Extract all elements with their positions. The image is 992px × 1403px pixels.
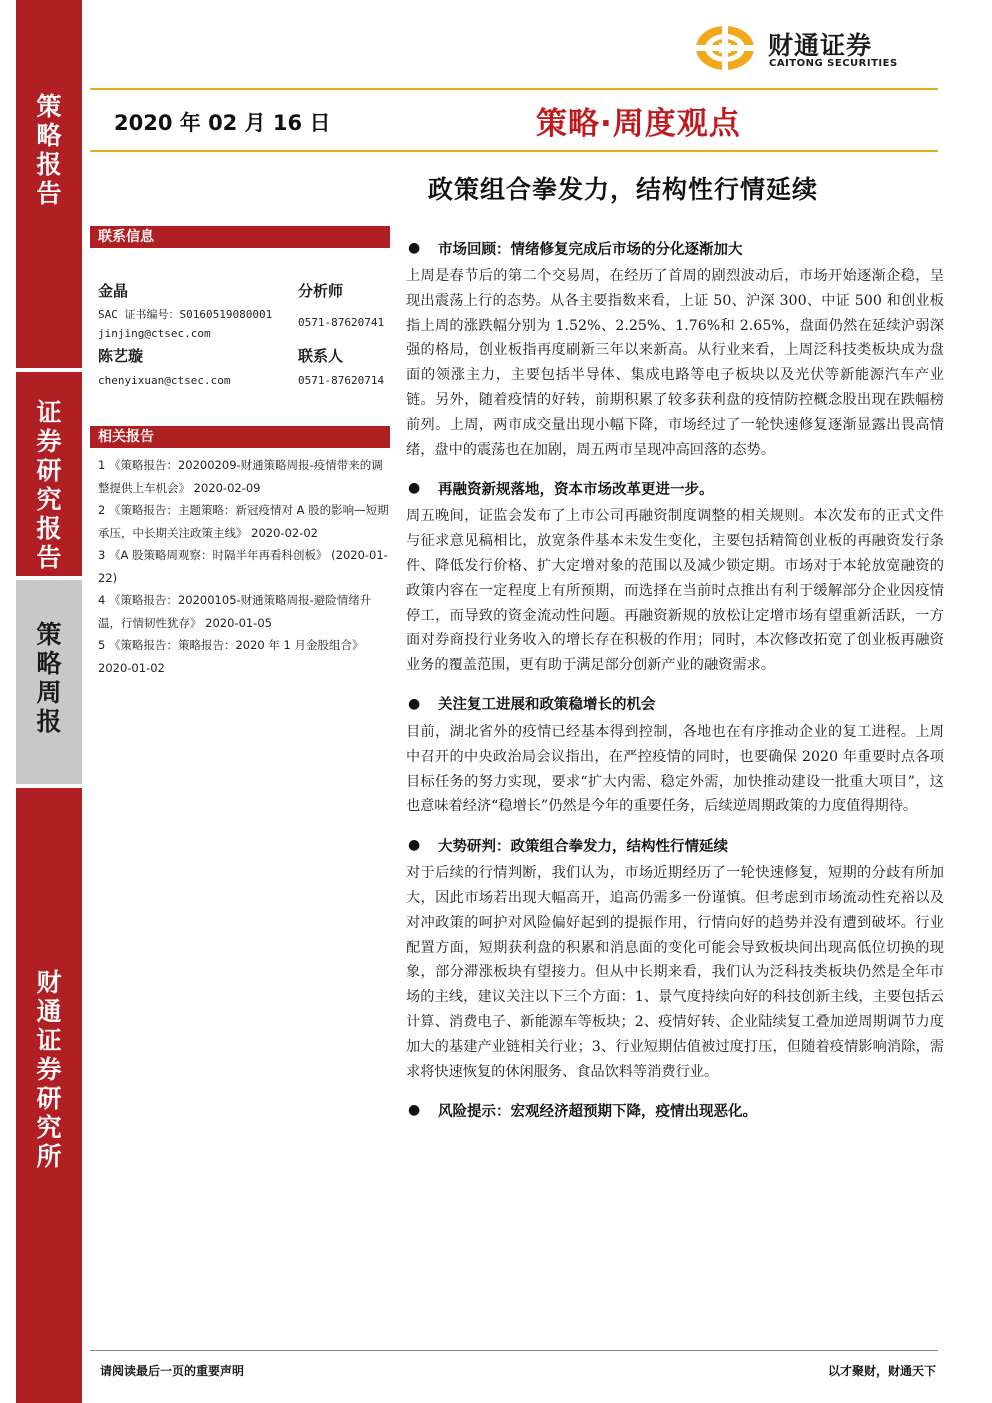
analyst-sac-number: SAC 证书编号：S0160519080001: [98, 308, 273, 321]
logo-name-cn: 财通证券: [768, 31, 873, 60]
sidebar-institute-label: 财通证券研究所: [16, 788, 82, 1403]
analyst-name: 金晶: [98, 282, 129, 300]
analyst-email[interactable]: jinjing@ctsec.com: [98, 327, 211, 340]
analyst-role: 分析师: [298, 282, 344, 300]
section-body: 目前，湖北省外的疫情已经基本得到控制，各地也在有序推动企业的复工进程。上周中召开的中央政治局会议指出，在严控疫情的同时，也要确保 2020 年重要时点各项目标任务的努力实现，要求“扩大内需、稳定外需，加快推动建设一批重大项目”，这也意味着经济“稳增长”仍然是今年的重要任务，后续逆周期政策的力度值得期待。: [406, 723, 944, 815]
related-report-item[interactable]: 2 《策略报告：主题策略：新冠疫情对 A 股的影响—短期承压，中长期关注政策主线》 2020-02-02: [98, 503, 389, 540]
header-divider-top: [90, 88, 938, 90]
section-heading: 市场回顾：情绪修复完成后市场的分化逐渐加大: [438, 241, 743, 258]
section-heading: 风险提示：宏观经济超预期下降，疫情出现恶化。: [438, 1103, 757, 1120]
section-outlook: [404, 833, 944, 1084]
related-report-item[interactable]: 4 《策略报告：20200105-财通策略周报-避险情绪升温，行情韧性犹存》 2020-01-05: [98, 593, 372, 630]
bullet-icon: ●: [408, 480, 421, 497]
section-heading: 关注复工进展和政策稳增长的机会: [438, 697, 656, 714]
contact-heading: 联系信息: [90, 226, 390, 248]
section-resumption: [404, 692, 944, 819]
section-market-review: [404, 236, 944, 462]
analyst-phone: 0571-87620741: [298, 316, 385, 329]
footer-slogan: 以才聚财，财通天下: [827, 1364, 936, 1378]
bullet-icon: ●: [408, 837, 421, 854]
section-risk: [404, 1098, 944, 1122]
report-date: 2020 年 02 月 16 日: [114, 111, 331, 135]
sidebar-report-category: 策略报告: [16, 0, 82, 368]
section-body: 上周是春节后的第二个交易周，在经历了首周的剧烈波动后，市场开始逐渐企稳，呈现出震荡上行的态势。从各主要指数来看，上证 50、沪深 300、中证 500 和创业板指上周的涨跌幅分别为 1.52%、2.25%、1.76%和 2.65%，盘面仍然在延续沪弱深强的格局，创业板指再度刷新三年以来新高。从行业来看，上周泛科技类板块成为盘面的领涨主力，主要包括半导体、集成电路等电子板块以及光伏等新能源汽车产业链。另外，随着疫情的好转，前期积累了较多获利盘的疫情防控概念股出现在跌幅榜前列。上周，两市成交量出现小幅下降，市场经过了一轮快速修复逐渐显露出畏高情绪，盘中的震荡也在加剧，周五两市呈现冲高回落的态势。: [406, 268, 944, 458]
section-body: 对于后续的行情判断，我们认为，市场近期经历了一轮快速修复，短期的分歧有所加大，因此市场若出现大幅高开，追高仍需多一份谨慎。但考虑到市场流动性充裕以及对冲政策的呵护对风险偏好起到的提振作用，行情向好的趋势并没有遭到破坏。行业配置方面，短期获利盘的积累和消息面的变化可能会导致板块间出现高低位切换的现象，部分滞涨板块有望接力。但从中长期来看，我们认为泛科技类板块仍然是全年市场的主线，建议关注以下三个方面：1、景气度持续向好的科技创新主线，主要包括云计算、消费电子、新能源车等板块；2、疫情好转、企业陆续复工叠加逆周期调节力度加大的基建产业链相关行业；3、行业短期估值被过度打压，但随着疫情影响消除，需求将快速恢复的休闲服务、食品饮料等消费行业。: [406, 865, 944, 1080]
section-body: 周五晚间，证监会发布了上市公司再融资制度调整的相关规则。本次发布的正式文件与征求意见稿相比，放宽条件基本未发生变化，主要包括精简创业板的再融资发行条件、降低发行价格、扩大定增对象的范围以及减少锁定期。市场对于本轮放宽融资的政策内容在一定程度上有所预期，而选择在当前时点推出有利于缓解部分企业因疫情停工，而导致的资金流动性问题。再融资新规的放松让定增市场有望重新活跃，一方面对券商投行业务收入的增长存在积极的作用；同时，本次修改拓宽了创业板再融资业务的覆盖范围，更有助于满足部分创新产业的融资需求。: [406, 508, 944, 674]
related-report-item[interactable]: 3 《A 股策略周观察：时隔半年再看科创板》 (2020-01-22): [98, 548, 388, 585]
report-type-title: 策略·周度观点: [536, 106, 741, 142]
contact-person-email[interactable]: chenyixuan@ctsec.com: [98, 374, 231, 387]
section-refinancing: [404, 476, 944, 678]
logo-name-en: CAITONG SECURITIES: [769, 58, 898, 69]
related-reports-section: [90, 426, 390, 679]
related-reports-list: [90, 454, 390, 679]
bullet-icon: ●: [408, 695, 421, 712]
header-divider-bottom: [90, 150, 938, 152]
bullet-icon: ●: [408, 240, 421, 256]
main-content: [404, 236, 944, 1126]
contact-person-name: 陈艺璇: [98, 347, 144, 365]
caitong-logo-icon: [692, 22, 758, 74]
company-logo: [692, 22, 932, 74]
sidebar: [16, 0, 82, 1403]
related-report-item[interactable]: 1 《策略报告：20200209-财通策略周报-疫情带来的调整提供上车机会》 2020-02-09: [98, 458, 383, 495]
contact-list: [90, 248, 390, 418]
bullet-icon: ●: [408, 1102, 421, 1119]
sidebar-weekly-label: 策略周报: [16, 580, 82, 784]
section-heading: 再融资新规落地，资本市场改革更进一步。: [438, 481, 714, 498]
sidebar-research-label: 证券研究报告: [16, 372, 82, 576]
contact-person-phone: 0571-87620714: [298, 374, 385, 387]
section-heading: 大势研判：政策组合拳发力，结构性行情延续: [438, 838, 728, 855]
report-title: 政策组合拳发力，结构性行情延续: [428, 175, 819, 204]
related-reports-heading: 相关报告: [90, 426, 390, 448]
footer-disclaimer-note: 请阅读最后一页的重要声明: [100, 1364, 245, 1378]
footer-divider: [90, 1350, 938, 1351]
contact-person-role: 联系人: [298, 347, 344, 365]
contact-section: [90, 226, 390, 418]
related-report-item[interactable]: 5 《策略报告：策略报告：2020 年 1 月金股组合》 2020-01-02: [98, 638, 364, 675]
